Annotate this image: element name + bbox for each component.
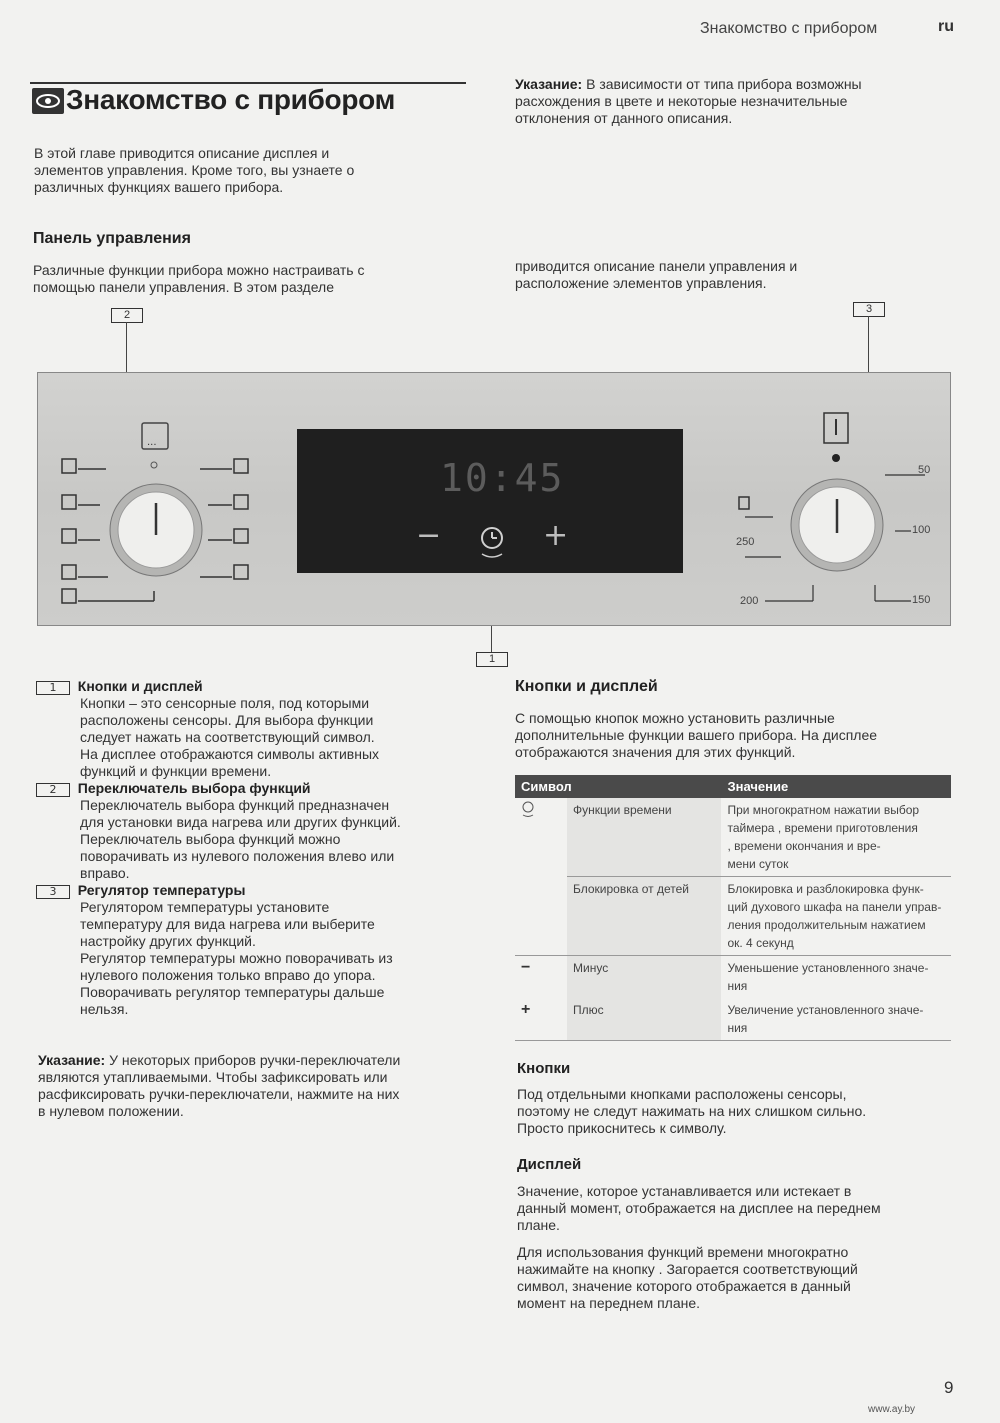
legend-item: 3 Регулятор температуры Регулятором температуры установите температуру для вида нагрева или выберите настройку других функций. Регулятор температуры можно поворачивать из нулевого положения только вправо до упора. Поворачивать регулятор температуры дальше нельзя. xyxy=(36,882,476,1018)
page-title: Знакомство с прибором xyxy=(66,84,395,115)
legend-item: 2 Переключатель выбора функций Переключатель выбора функций предназначен для установки вида нагрева или других функций. Переключатель выбора функций можно поворачивать из нулевого положения влево или вправо. xyxy=(36,780,476,882)
oven-eye-icon xyxy=(32,88,64,114)
callout-3-label: 3 xyxy=(853,302,885,317)
buttons-display-intro: С помощью кнопок можно установить различные дополнительные функции вашего прибора. На дисплее отображаются значения для этих функций. xyxy=(515,710,878,760)
note-bottom: Указание: У некоторых приборов ручки-переключатели являются утапливаемыми. Чтобы зафиксировать или расфиксировать ручки-переключатели, нажмите на них в нулевом положении. xyxy=(38,1052,401,1119)
table-row: + Плюс Увеличение установленного значе- ния xyxy=(515,998,951,1041)
control-panel-heading: Панель управления xyxy=(33,230,191,247)
running-header: Знакомство с прибором xyxy=(700,20,878,37)
symbol-table xyxy=(515,775,951,1041)
table-header-symbol: Символ xyxy=(515,775,721,798)
buttons-display-heading: Кнопки и дисплей xyxy=(515,678,658,695)
plus-symbol: + xyxy=(515,998,567,1041)
watermark: www.ay.by xyxy=(868,1404,916,1415)
display-paragraph-2: Для использования функций времени многократно нажимайте на кнопку . Загорается соответствующий символ, значение которого отображается в данный момент на переднем плане. xyxy=(517,1244,858,1311)
time-functions-icon xyxy=(515,798,567,877)
callout-2-label: 2 xyxy=(111,308,143,323)
buttons-heading: Кнопки xyxy=(517,1060,571,1077)
display-time: 10:45 xyxy=(440,456,565,500)
buttons-paragraph: Под отдельными кнопками расположены сенсоры, поэтому не следут нажимать на них слишком сильно. Просто прикоснитесь к символу. xyxy=(517,1086,867,1136)
function-selector-area xyxy=(50,415,290,615)
table-row: Функции времени При многократном нажатии выбор таймера , времени приготовления , времени окончания и вре- мени суток xyxy=(515,798,951,877)
intro-paragraph: В этой главе приводится описание дисплея и элементов управления. Кроме того, вы узнаете о различных функциях вашего прибора. xyxy=(34,145,355,195)
temperature-selector-area xyxy=(725,405,940,615)
control-panel-intro-left: Различные функции прибора можно настраивать с помощью панели управления. В этом разделе xyxy=(33,262,365,295)
table-row: Блокировка от детей Блокировка и разблокировка функ- ций духового шкафа на панели управ- ления продолжительным нажатием ок. 4 секунд xyxy=(515,877,951,956)
note-top: Указание: В зависимости от типа прибора возможны расхождения в цвете и некоторые незначительные отклонения от данного описания. xyxy=(515,76,862,126)
clock-button[interactable] xyxy=(478,524,506,569)
temp-tick-200: 200 xyxy=(740,595,759,607)
legend-item: 1 Кнопки и дисплей Кнопки – это сенсорные поля, под которыми расположены сенсоры. Для выбора функции следует нажать на соответствующий символ. На дисплее отображаются символы активных функций и функции времени. xyxy=(36,678,476,780)
control-panel-intro-right: приводится описание панели управления и расположение элементов управления. xyxy=(515,258,798,291)
plus-button[interactable]: + xyxy=(543,518,569,553)
temp-tick-250: 250 xyxy=(736,536,755,548)
table-header-meaning: Значение xyxy=(721,775,951,798)
temp-tick-150: 150 xyxy=(912,594,931,606)
legend-list xyxy=(36,678,476,1018)
minus-button[interactable]: − xyxy=(416,518,442,553)
display-paragraph-1: Значение, которое устанавливается или истекает в данный момент, отображается на дисплее на переднем плане. xyxy=(517,1183,881,1233)
page-number: 9 xyxy=(944,1378,954,1397)
temp-tick-50: 50 xyxy=(918,464,931,476)
language-code: ru xyxy=(938,18,954,35)
svg-text:...: ... xyxy=(147,437,157,448)
temp-tick-100: 100 xyxy=(912,524,931,536)
table-row: − Минус Уменьшение установленного значе- ния xyxy=(515,956,951,999)
callout-1-label: 1 xyxy=(476,652,508,667)
display-heading: Дисплей xyxy=(517,1156,582,1173)
minus-symbol: − xyxy=(521,959,531,976)
